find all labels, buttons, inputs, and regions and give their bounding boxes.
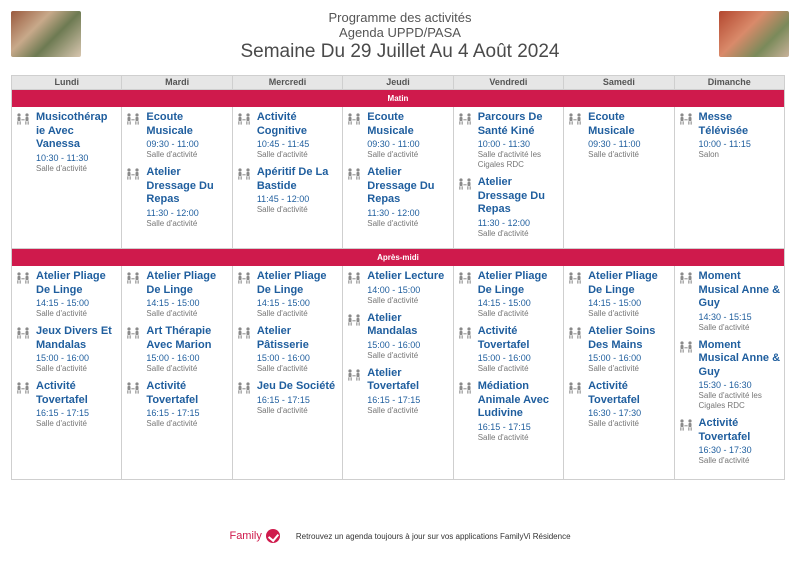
activity-time: 14:30 - 15:15 [698, 311, 752, 322]
activity-title: Ecoute Musicale [367, 111, 414, 137]
activity-location: Salle d'activité [36, 364, 87, 373]
activity-time: 15:30 - 16:30 [698, 380, 752, 390]
activity-people-icon [126, 112, 140, 124]
activity-people-icon [347, 167, 361, 179]
activity-body [367, 270, 450, 306]
activity-title: Activité Tovertafel [588, 380, 640, 406]
activity-people-icon [347, 368, 361, 380]
activity-people-icon [126, 381, 140, 393]
activity-people-icon [347, 112, 361, 124]
page-header [0, 10, 800, 64]
activity-title: Activité Cognitive [256, 111, 307, 137]
activity-item [126, 325, 229, 374]
familyvi-logo-icon [266, 529, 280, 543]
activity-body [478, 111, 561, 170]
activity-item [126, 380, 229, 429]
activity-item [458, 270, 561, 319]
activity-body [367, 111, 450, 160]
activity-title: Ecoute Musicale [146, 111, 193, 137]
activity-body [36, 380, 119, 429]
activity-body [699, 111, 782, 160]
activity-item [347, 270, 450, 306]
activity-item [568, 380, 671, 429]
activity-time: 11:30 - 12:00 [146, 207, 199, 218]
activity-item [347, 312, 450, 361]
activity-item [568, 270, 671, 319]
day-cell [233, 107, 343, 248]
day-header-vendredi: Vendredi [454, 76, 564, 89]
activity-time: 15:00 - 16:00 [588, 353, 642, 363]
activity-people-icon [679, 112, 693, 124]
activity-item [679, 111, 782, 160]
activity-people-icon [679, 271, 693, 283]
day-cell [564, 266, 674, 479]
activity-body [699, 417, 782, 466]
activity-item [237, 270, 340, 319]
activity-people-icon [568, 271, 582, 283]
day-cell [454, 266, 564, 479]
activity-title: Atelier Tovertafel [367, 366, 420, 392]
activity-body [699, 270, 782, 333]
activity-location: Salle d'activité [146, 218, 198, 228]
activity-location: Salle d'activité [477, 364, 529, 373]
activity-people-icon [237, 112, 251, 124]
activity-body [257, 111, 340, 160]
activity-people-icon [126, 271, 140, 283]
page-footer [0, 529, 800, 543]
activity-body [257, 270, 340, 319]
activity-item [458, 111, 561, 170]
activity-people-icon [126, 167, 140, 179]
activity-people-icon [458, 177, 472, 189]
activity-item [237, 166, 340, 215]
activity-title: Atelier Dressage Du Repas [367, 166, 435, 205]
activity-time: 11:45 - 12:00 [256, 194, 310, 204]
activity-body [146, 380, 229, 429]
activity-time: 15:00 - 16:00 [477, 353, 531, 363]
activity-time: 15:00 - 16:00 [256, 353, 310, 363]
activity-people-icon [16, 271, 30, 283]
activity-people-icon [568, 112, 582, 124]
activity-title: Parcours De Santé Kiné [477, 111, 543, 137]
activity-time: 16:15 - 17:15 [477, 421, 531, 432]
activity-item [458, 176, 561, 239]
activity-item [237, 380, 340, 416]
activity-location: Salle d'activité [256, 405, 308, 415]
activity-body [36, 111, 119, 174]
activity-body [478, 270, 561, 319]
activity-title: Activité Tovertafel [146, 380, 199, 406]
activity-time: 11:30 - 12:00 [477, 217, 531, 228]
activity-people-icon [16, 326, 30, 338]
activity-title: Art Thérapie Avec Marion [146, 325, 212, 351]
activity-people-icon [568, 326, 582, 338]
day-cell [233, 266, 343, 479]
activity-location: Salle d'activité [477, 309, 529, 318]
activity-time: 16:30 - 17:30 [588, 408, 642, 418]
program-title: Programme des activités [328, 10, 472, 25]
activity-item [568, 325, 671, 374]
activity-people-icon [458, 326, 472, 338]
activity-time: 14:15 - 15:00 [146, 298, 200, 308]
day-header-jeudi: Jeudi [343, 76, 453, 89]
activity-people-icon [679, 418, 693, 430]
day-header-row [12, 76, 784, 90]
activity-time: 10:00 - 11:15 [698, 139, 751, 149]
activity-people-icon [347, 313, 361, 325]
activity-title: Atelier Mandalas [367, 311, 418, 337]
activity-time: 14:15 - 15:00 [477, 298, 531, 308]
activity-location: Salle d'activité [256, 205, 308, 214]
activity-title: Ecoute Musicale [588, 111, 635, 137]
activity-location: Salle d'activité [698, 456, 750, 465]
activity-title: Atelier Pliage De Linge [36, 270, 106, 296]
activity-time: 15:00 - 16:00 [367, 339, 421, 350]
activity-body [146, 325, 229, 374]
activity-item [16, 380, 119, 429]
activity-time: 14:15 - 15:00 [256, 298, 310, 308]
activity-people-icon [458, 112, 472, 124]
activity-time: 14:15 - 15:00 [36, 298, 90, 308]
activity-item [679, 339, 782, 412]
activity-location: Salle d'activité [367, 218, 419, 228]
activity-body [257, 380, 340, 416]
activity-time: 11:30 - 12:00 [367, 207, 420, 218]
activity-item [16, 111, 119, 174]
activity-location: Salle d'activité [367, 405, 419, 415]
activity-people-icon [347, 271, 361, 283]
day-cell [122, 266, 232, 479]
activity-time: 09:30 - 11:00 [588, 139, 641, 149]
activity-location: Salle d'activité [146, 364, 198, 373]
activity-people-icon [237, 326, 251, 338]
activity-body [146, 166, 229, 229]
activity-location: Salle d'activité [477, 228, 529, 238]
activity-title: Moment Musical Anne & Guy [698, 338, 781, 378]
activity-location: Salle d'activité [698, 322, 750, 332]
activity-title: Atelier Dressage Du Repas [477, 176, 545, 215]
activity-body [588, 270, 671, 319]
activity-location: Salle d'activité [256, 150, 308, 159]
activity-body [257, 325, 340, 374]
activity-item [458, 325, 561, 374]
activity-location: Salle d'activité [256, 309, 308, 318]
activity-title: Moment Musical Anne & Guy [698, 270, 781, 309]
activity-location: Salle d'activité [588, 309, 639, 318]
activity-people-icon [237, 271, 251, 283]
activity-title: Jeu De Société [256, 380, 336, 392]
activity-body [588, 111, 671, 160]
activity-body [699, 339, 782, 412]
activity-location: Salle d'activité [588, 150, 639, 159]
activity-location: Salle d'activité les Cigales RDC [477, 150, 542, 169]
activity-title: Jeux Divers Et Mandalas [36, 325, 112, 351]
activity-item [126, 166, 229, 229]
activity-item [237, 325, 340, 374]
activity-people-icon [237, 167, 251, 179]
activity-location: Salle d'activité [367, 150, 419, 159]
activity-people-icon [16, 112, 30, 124]
day-cell [675, 266, 784, 479]
activity-title: Médiation Animale Avec Ludivine [477, 380, 550, 419]
activity-time: 16:30 - 17:30 [698, 445, 752, 455]
activity-time: 10:00 - 11:30 [477, 139, 531, 149]
activity-people-icon [126, 326, 140, 338]
activity-location: Salle d'activité [367, 350, 419, 360]
activity-item [16, 270, 119, 319]
activity-title: Atelier Pliage De Linge [256, 270, 327, 296]
day-header-samedi: Samedi [564, 76, 674, 89]
activity-time: 10:30 - 11:30 [36, 152, 89, 163]
activity-title: Apéritif De La Bastide [256, 166, 329, 192]
activity-location: Salle d'activité [256, 364, 308, 373]
activity-title: Atelier Soins Des Mains [588, 325, 656, 351]
activity-body [367, 312, 450, 361]
activity-title: Atelier Pâtisserie [256, 325, 309, 351]
activity-title: Musicothérap ie Avec Vanessa [36, 111, 108, 150]
activity-people-icon [237, 381, 251, 393]
activity-item [347, 166, 450, 229]
activity-item [16, 325, 119, 374]
activity-time: 09:30 - 11:00 [367, 139, 420, 149]
day-cell [122, 107, 232, 248]
activity-title: Atelier Pliage De Linge [146, 270, 217, 296]
activity-location: Salle d'activité [36, 163, 87, 173]
day-cell [12, 107, 122, 248]
day-header-mardi: Mardi [122, 76, 232, 89]
activity-item [347, 111, 450, 160]
activity-item [458, 380, 561, 443]
activity-title: Activité Tovertafel [698, 417, 751, 443]
activity-item [126, 111, 229, 160]
day-cell [675, 107, 784, 248]
day-cell [454, 107, 564, 248]
activity-people-icon [679, 340, 693, 352]
activity-item [237, 111, 340, 160]
activity-location: Salle d'activité [146, 309, 198, 318]
activity-location: Salle d'activité [146, 419, 198, 428]
activity-location: Salle d'activité [588, 419, 639, 428]
activity-time: 15:00 - 16:00 [146, 353, 200, 363]
activity-item [347, 367, 450, 416]
activity-location: Salle d'activité les Cigales RDC [698, 391, 762, 410]
agenda-subtitle: Agenda UPPD/PASA [339, 25, 461, 40]
day-header-dimanche: Dimanche [707, 77, 751, 87]
activity-body [36, 270, 119, 319]
activity-item [126, 270, 229, 319]
activity-body [478, 325, 561, 374]
activity-people-icon [568, 381, 582, 393]
activity-body [367, 166, 450, 229]
activity-item [568, 111, 671, 160]
activity-location: Salle d'activité [477, 432, 529, 442]
activity-title: Atelier Pliage De Linge [588, 270, 658, 296]
schedule-row-apres-midi [12, 266, 784, 480]
schedule-row-matin [12, 107, 784, 249]
footer-message: Retrouvez un agenda toujours à jour sur vos applications FamilyVi Résidence [295, 531, 571, 541]
day-header-mercredi: Mercredi [233, 76, 343, 89]
activity-item [679, 270, 782, 333]
activity-location: Salle d'activité [588, 364, 639, 373]
activity-body [257, 166, 340, 215]
activity-body [367, 367, 450, 416]
section-band-apres-midi: Après-midi [12, 249, 784, 266]
activity-body [478, 380, 561, 443]
week-title: Semaine Du 29 Juillet Au 4 Août 2024 [240, 41, 560, 62]
activity-people-icon [16, 381, 30, 393]
activity-time: 16:15 - 17:15 [256, 394, 310, 405]
activity-people-icon [458, 271, 472, 283]
activity-body [478, 176, 561, 239]
activity-time: 16:15 - 17:15 [367, 394, 421, 405]
weekly-schedule-table [11, 75, 785, 480]
activity-people-icon [458, 381, 472, 393]
day-cell [564, 107, 674, 248]
activity-location: Salle d'activité [146, 150, 198, 159]
activity-title: Activité Tovertafel [477, 325, 530, 351]
activity-title: Messe Télévisée [698, 111, 749, 137]
activity-title: Atelier Pliage De Linge [477, 270, 548, 296]
day-cell [343, 266, 453, 479]
activity-title: Atelier Lecture [367, 270, 445, 282]
section-band-matin: Matin [12, 90, 784, 107]
activity-body [146, 111, 229, 160]
activity-time: 10:45 - 11:45 [256, 139, 310, 149]
activity-time: 09:30 - 11:00 [146, 139, 199, 149]
familyvi-logo-text: Family [229, 530, 262, 542]
activity-body [588, 325, 671, 374]
day-cell [343, 107, 453, 248]
activity-location: Salon [698, 150, 719, 159]
activity-body [588, 380, 671, 429]
activity-time: 14:00 - 15:00 [367, 284, 421, 295]
activity-time: 16:15 - 17:15 [36, 408, 90, 418]
activity-body [36, 325, 119, 374]
activity-title: Activité Tovertafel [36, 380, 88, 406]
activity-location: Salle d'activité [367, 295, 419, 305]
day-header-lundi: Lundi [12, 76, 122, 89]
activity-body [146, 270, 229, 319]
activity-time: 15:00 - 16:00 [36, 353, 90, 363]
activity-title: Atelier Dressage Du Repas [146, 166, 214, 205]
activity-item [679, 417, 782, 466]
activity-location: Salle d'activité [36, 309, 87, 318]
activity-location: Salle d'activité [36, 419, 87, 428]
day-cell [12, 266, 122, 479]
activity-time: 16:15 - 17:15 [146, 408, 200, 418]
activity-time: 14:15 - 15:00 [588, 298, 642, 308]
